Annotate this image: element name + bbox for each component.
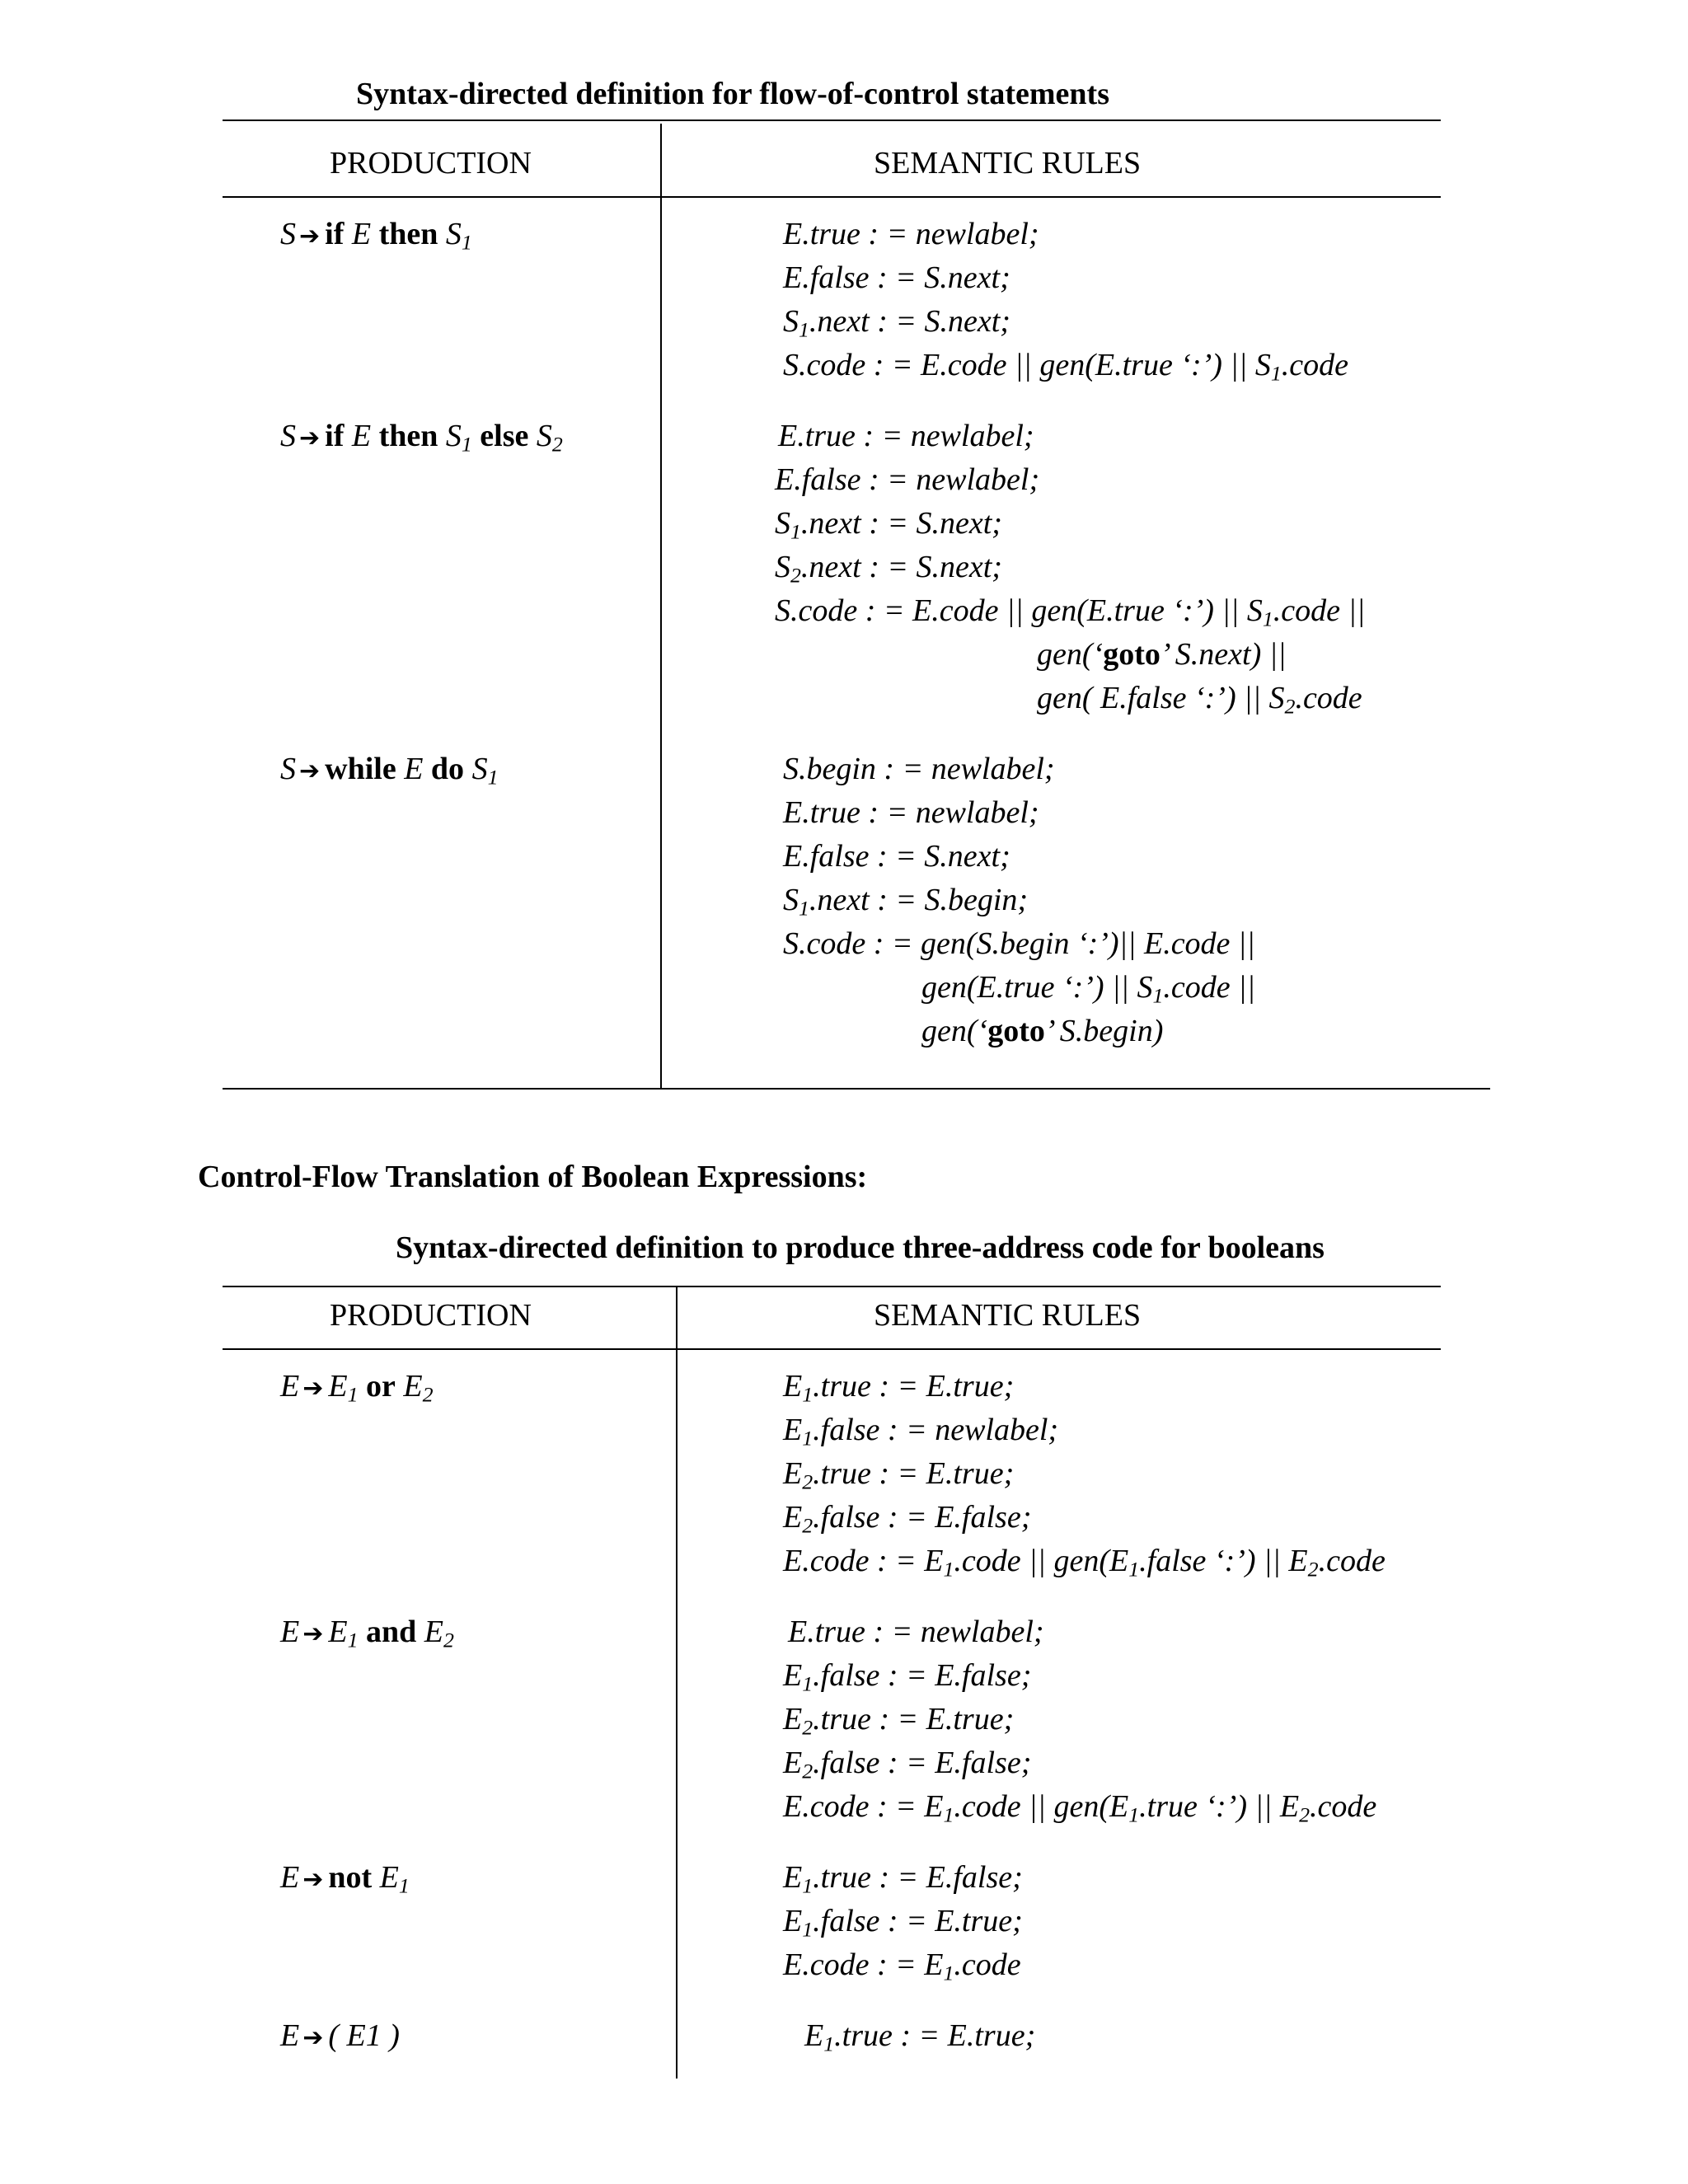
table2-row4-rule1: $E_1.true$ : = E.true; (804, 2018, 1036, 2056)
table1-row2-rule6: gen(‘goto’ S.next) || (1037, 637, 1287, 672)
table1-header-rule (223, 196, 1441, 198)
table2-row3-rule1: $E_1.true$ : = E.false; (783, 1860, 1023, 1898)
table2-top-rule (223, 1286, 1441, 1287)
right-arrow-icon: ➔ (302, 1619, 324, 1648)
table1-row3-rule1: S.begin : = newlabel; (783, 752, 1055, 786)
table1-row3-rule7: gen(‘goto’ S.begin) (921, 1014, 1164, 1048)
table2-row3-rule2: $E_1.false$ : = E.true; (783, 1904, 1023, 1942)
table1-bottom-rule (223, 1088, 1490, 1090)
table1-row2-rule1: E.true : = newlabel; (778, 419, 1034, 453)
table1-row2-rule3: $S_1.next$ : = S.next; (775, 506, 1002, 544)
table1-row3-rule4: $S_1.next$ : = S.begin; (783, 883, 1029, 921)
right-arrow-icon: ➔ (302, 1374, 324, 1403)
right-arrow-icon: ➔ (299, 757, 321, 785)
table1-row3-rule5: S.code : = gen(S.begin ‘:’)|| E.code || (783, 926, 1255, 961)
table1-row2-production: S ➔ if E then $S_1$ else $S_2$ (280, 419, 563, 457)
table1-row2-rule7: gen( E.false ‘:’) || $S_2.code$ (1037, 681, 1362, 719)
table1-row1-rule2: E.false : = S.next; (783, 260, 1010, 295)
table2-row2-production: E ➔ $E_1$ and $E_2$ (280, 1615, 454, 1652)
table2-row3-production: E ➔ not $E_1$ (280, 1860, 410, 1898)
right-arrow-icon: ➔ (299, 222, 321, 251)
table2-row1-rule5: E.code : = $E_1.code$ || $gen(E_1.false$ ‘:’) || $E_2.code$ (783, 1544, 1386, 1582)
table2-header-production: PRODUCTION (330, 1298, 532, 1333)
table2-row2-rule4: $E_2.false$ : = E.false; (783, 1746, 1032, 1783)
right-arrow-icon: ➔ (302, 2023, 324, 2052)
table2-row3-rule3: E.code : = $E_1.code$ (783, 1947, 1021, 1985)
table2-header-semantic-rules: SEMANTIC RULES (874, 1298, 1142, 1333)
table1-header-production: PRODUCTION (330, 146, 532, 180)
right-arrow-icon: ➔ (299, 424, 321, 452)
table1-row2-rule2: E.false : = newlabel; (775, 462, 1040, 497)
section-heading: Control-Flow Translation of Boolean Expressions: (198, 1160, 868, 1194)
table2-row1-rule1: $E_1.true$ : = E.true; (783, 1369, 1015, 1407)
table1-row3-rule3: E.false : = S.next; (783, 839, 1010, 874)
right-arrow-icon: ➔ (302, 1865, 324, 1894)
table1-title: Syntax-directed definition for flow-of-control statements (356, 77, 1109, 111)
table1-row1-production: S ➔ if E then $S_1$ (280, 217, 472, 255)
table1-row3-rule2: E.true : = newlabel; (783, 795, 1039, 830)
table2-row2-rule2: $E_1.false$ : = E.false; (783, 1658, 1032, 1696)
table1-row3-production: S ➔ while E do $S_1$ (280, 752, 499, 790)
table2-row2-rule3: $E_2.true$ : = E.true; (783, 1702, 1015, 1740)
table2-row1-rule2: $E_1.false$ : = newlabel; (783, 1413, 1059, 1451)
table1-row2-rule5: S.code : = E.code || gen(E.true ‘:’) || $S_1.code$ || (775, 593, 1366, 631)
table1-column-divider (660, 124, 662, 1090)
table1-top-rule (223, 120, 1441, 121)
table1-row1-rule4: S.code : = E.code || gen(E.true ‘:’) || $S_1.code$ (783, 348, 1348, 386)
table1-row1-rule1: E.true : = newlabel; (783, 217, 1039, 251)
table2-row2-rule1: E.true : = newlabel; (788, 1615, 1044, 1649)
table1-row2-rule4: $S_2.next$ : = S.next; (775, 550, 1002, 588)
table2-row1-rule4: $E_2.false$ : = E.false; (783, 1500, 1032, 1538)
table2-row4-production: E ➔ ( E1 ) (280, 2018, 400, 2053)
table2-row1-production: E ➔ $E_1$ or $E_2$ (280, 1369, 434, 1407)
table1-row3-rule6: gen(E.true ‘:’) || $S_1.code$ || (921, 970, 1256, 1008)
table2-title: Syntax-directed definition to produce three-address code for booleans (396, 1230, 1325, 1265)
table2-column-divider (676, 1287, 678, 2079)
table1-row1-rule3: $S_1.next$ : = S.next; (783, 304, 1010, 342)
table2-header-rule (223, 1348, 1441, 1350)
table2-row2-rule5: E.code : = $E_1.code$ || $gen(E_1.true$ ‘:’) || $E_2.code$ (783, 1789, 1377, 1827)
table2-row1-rule3: $E_2.true$ : = E.true; (783, 1456, 1015, 1494)
table1-header-semantic-rules: SEMANTIC RULES (874, 146, 1142, 180)
